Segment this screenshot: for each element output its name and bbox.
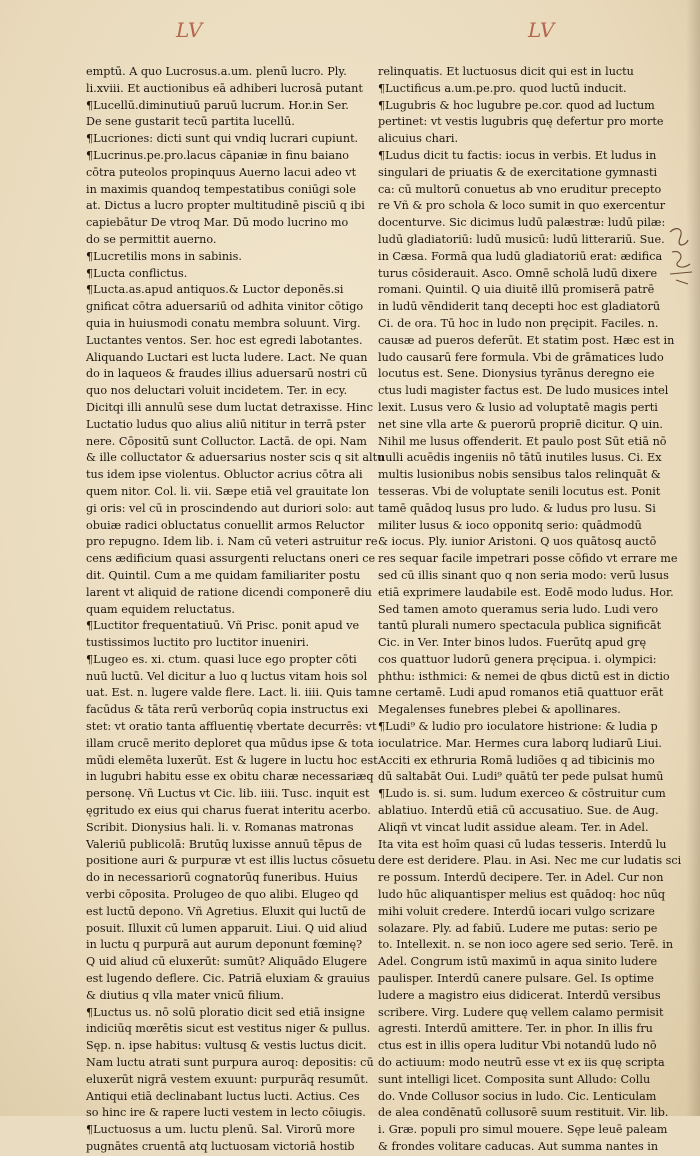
text-line: tantū plurali numero spectacula publica significāt: [378, 619, 662, 633]
text-line: turus cōsiderauit. Asco. Omnē scholā ludū dixere: [378, 266, 658, 280]
text-line: locutus est. Sene. Dionysius tyrānus deregno eie: [378, 367, 655, 381]
text-line: ¶Ludo is. si. sum. ludum exerceo & cōstruitur cum: [378, 787, 666, 801]
text-line: do in necessariorū cognatorūq funeribus. Huius: [86, 871, 358, 885]
text-line: dere est deridere. Plau. in Asi. Nec me cur ludatis sci: [378, 854, 682, 868]
text-line: paulisper. Interdū canere pulsare. Gel. Is optime: [378, 972, 654, 986]
text-line: Luctantes ventos. Ser. hoc est egredi labotantes.: [86, 333, 363, 347]
text-line: in Cæsa. Formā qua ludū gladiatoriū erat: ædifica: [378, 249, 663, 263]
text-line: ctus est in illis opera luditur Vbi notandū ludo nō: [378, 1039, 657, 1053]
text-line: cōtra puteolos propinquus Auerno lacui adeo vt: [86, 165, 357, 179]
text-line: re Vñ & pro schola & loco sumit in quo exercentur: [378, 199, 666, 213]
text-line: ¶Lucta.as.apud antiquos.& Luctor deponēs.si: [86, 283, 344, 297]
text-line: Sęp. n. ipse habitus: vultusq & vestis luctus dicit.: [86, 1039, 367, 1053]
text-line: Nihil me lusus offenderit. Et paulo post Sūt etiā nō: [378, 434, 667, 448]
text-line: Ita vita est hoīm quasi cū ludas tesseris. Interdū lu: [378, 837, 667, 851]
text-line: pro repugno. Idem lib. i. Nam cū veteri astruitur re: [86, 535, 378, 549]
page-edge-shadow: [686, 0, 700, 1116]
text-line: & ille colluctator & aduersarius noster scis q sit altu: [86, 451, 385, 465]
text-line: mūdi elemēta luxerūt. Est & lugere in luctu hoc est: [86, 753, 378, 767]
text-line: ¶Lucta conflictus.: [86, 266, 188, 280]
text-line: ludere a magistro eius didicerat. Interdū versibus: [378, 988, 661, 1002]
text-line: do. Vnde Collusor socius in ludo. Cic. Lenticulam: [378, 1089, 657, 1103]
text-line: tesseras. Vbi de voluptate senili locutus est. Ponit: [378, 484, 661, 498]
text-line: singulari de priuatis & de exercitatione gymnasti: [378, 165, 658, 179]
text-line: ca: cū multorū conuetus ab vno eruditur precepto: [378, 182, 662, 196]
text-line: ¶Lucriones: dicti sunt qui vndiq lucrari cupiunt.: [86, 132, 359, 146]
text-line: dit. Quintil. Cum a me quidam familiariter postu: [86, 568, 361, 582]
text-line: positione auri & purpuræ vt est illis luctus cōsuetu: [86, 854, 376, 868]
text-line: ¶Luctificus a.um.pe.pro. quod luctū inducit.: [378, 81, 627, 95]
text-line: nulli acuēdis ingeniis nō tātū inutiles lusus. Ci. Ex: [378, 451, 662, 465]
text-line: do se permittit auerno.: [86, 232, 217, 246]
text-line: est luctū depono. Vñ Agretius. Eluxit qui luctū de: [86, 904, 366, 918]
text-line: ludo causarū fere formula. Vbi de grāmatices ludo: [378, 350, 664, 364]
text-line: sed cū illis sinant quo q non seria modo: verū lusus: [378, 568, 669, 582]
text-line: gi oris: vel cū in proscindendo aut duriori solo: aut: [86, 501, 374, 515]
text-line: & frondes volitare caducas. Aut summa nantes in: [378, 1140, 659, 1153]
text-line: tustissimos luctito pro luctitor inueniri.: [86, 636, 310, 650]
text-line: ¶Luctus us. nō solū ploratio dicit sed etiā insigne: [86, 1005, 365, 1019]
text-line: ioculatrice. Mar. Hermes cura laborq ludiarū Liui.: [378, 736, 662, 750]
text-line: verbi cōposita. Prolugeo de quo alibi. Elugeo qd: [86, 888, 359, 902]
text-line: phthu: isthmici: & nemei de qbus dictū est in dictio: [378, 669, 670, 683]
text-line: Sed tamen amoto queramus seria ludo. Ludi vero: [378, 602, 659, 616]
text-line: quia in huiusmodi conatu membra soluunt. Virg.: [86, 316, 361, 330]
text-line: agresti. Interdū amittere. Ter. in phor. In illis fru: [378, 1022, 653, 1036]
text-line: Dicitqi illi annulū sese dum luctat detraxisse. Hinc: [86, 400, 373, 414]
text-line: mihi voluit credere. Interdū iocari vulgo scrizare: [378, 904, 655, 918]
text-line: est lugendo deflere. Cic. Patriā eluxiam & grauius: [86, 972, 370, 986]
text-line: Nam luctu atrati sunt purpura auroq: depositis: cū: [86, 1056, 374, 1070]
right-text-column: [378, 64, 682, 1156]
text-line: romani. Quintil. Q uia diuitē illū promiserā patrē: [378, 283, 655, 297]
text-line: quem nitor. Col. li. vii. Sæpe etiā vel grauitate lon: [86, 484, 370, 498]
text-line: solazare. Ply. ad fabiū. Ludere me putas: serio pe: [378, 921, 658, 935]
text-line: pugnātes cruentā atq luctuosam victoriā hostib: [86, 1140, 355, 1153]
text-line: net sine vlla arte & puerorū propriē dicitur. Q uin.: [378, 417, 663, 431]
text-line: ne certamē. Ludi apud romanos etiā quattuor erāt: [378, 686, 664, 700]
text-line: dū saltabāt Oui. Ludi⁹ quātū ter pede pulsat humū: [378, 770, 664, 784]
text-line: causæ ad pueros deferūt. Et statim post. Hæc est in: [378, 333, 675, 347]
text-line: ¶Lucellū.diminutiuū paruū lucrum. Hor.in Ser.: [86, 98, 349, 112]
text-line: Antiqui etiā declinabant luctus lucti. Actius. Ces: [86, 1089, 360, 1103]
text-line: Acciti ex ethruria Romā ludiões q ad tibicinis mo: [378, 753, 655, 767]
text-line: quam equidem reluctatus.: [86, 602, 235, 616]
text-line: in lugubri habitu esse ex obitu charæ necessariæq: [86, 770, 374, 784]
text-line: Luctatio ludus quo alius aliū nititur in terrā pster: [86, 417, 366, 431]
text-line: sunt intelligi licet. Composita sunt Alludo: Collu: [378, 1072, 651, 1086]
text-line: & diutius q vlla mater vnicū filium.: [86, 988, 284, 1002]
text-line: li.xviii. Et auctionibus eā adhiberi lucrosā putant: [86, 81, 363, 95]
text-line: Ci. de ora. Tū hoc in ludo non pręcipit. Faciles. n.: [378, 316, 659, 330]
text-line: ęgritudo ex eius qui charus fuerat interitu acerbo.: [86, 804, 371, 818]
text-line: larent vt aliquid de ratione dicendi componerē diu: [86, 585, 372, 599]
text-line: ¶Luctuosus a um. luctu plenū. Sal. Virorū more: [86, 1123, 356, 1137]
text-line: ablatiuo. Interdū etiā cū accusatiuo. Sue. de Aug.: [378, 804, 659, 818]
text-line: ctus ludi magister factus est. De ludo musices intel: [378, 384, 669, 398]
text-line: eluxerūt nigrā vestem exuunt: purpurāq resumūt.: [86, 1072, 369, 1086]
text-line: gnificat cōtra aduersariū od adhita vinitor cōtigo: [86, 300, 364, 314]
text-line: capiebātur De vtroq Mar. Dū modo lucrino mo: [86, 216, 349, 230]
text-line: cens ædificium quasi assurgenti reluctans oneri ce: [86, 552, 376, 566]
left-text-column: [86, 64, 385, 1156]
text-line: tamē quādoq lusus pro ludo. & ludus pro lusu. Si: [378, 501, 656, 515]
text-line: relinquatis. Et luctuosus dicit qui est in luctu: [378, 65, 634, 78]
text-line: in ludū vēndiderit tanq decepti hoc est gladiatorū: [378, 300, 661, 314]
text-line: ¶Lugubris & hoc lugubre pe.cor. quod ad luctum: [378, 98, 655, 112]
text-line: i. Græ. populi pro simul mouere. Sępe leuē paleam: [378, 1123, 668, 1137]
text-line: so hinc ire & rapere lucti vestem in lecto cōiugis.: [86, 1106, 366, 1120]
text-line: Adel. Congrum istū maximū in aqua sinito ludere: [378, 955, 658, 969]
text-line: Q uid aliud cū eluxerūt: sumūt? Aliquādo Elugere: [86, 955, 367, 969]
text-line: at. Dictus a lucro propter multitudinē pisciū q ibi: [86, 199, 365, 213]
text-line: Megalenses funebres plebei & apollinares.: [378, 703, 621, 717]
text-line: ludū gladiatoriū: ludū musicū: ludū litterariū. Sue.: [378, 232, 665, 246]
text-line: nere. Cōpositū sunt Colluctor. Lactā. de opi. Nam: [86, 434, 367, 448]
text-line: tus idem ipse violentus. Obluctor acrius cōtra ali: [86, 468, 363, 482]
text-line: docenturve. Sic dicimus ludū palæstræ: ludū pilæ:: [378, 216, 666, 230]
folio-number-left: LV: [176, 18, 204, 42]
text-line: ¶Ludus dicit tu factis: iocus in verbis. Et ludus in: [378, 148, 657, 162]
text-line: nuū luctū. Vel dicitur a luo q luctus vitam hois sol: [86, 669, 368, 683]
text-line: do actiuum: modo neutrū esse vt ex iis quę scripta: [378, 1056, 665, 1070]
text-line: personę. Vñ Luctus vt Cic. lib. iiii. Tusc. inquit est: [86, 787, 370, 801]
text-line: do in laqueos & fraudes illius aduersarū nostri cū: [86, 367, 368, 381]
text-line: Aliqñ vt vincat ludit assidue aleam. Ter. in Adel.: [378, 820, 649, 834]
text-line: in maximis quandoq tempestatibus coniūgi sole: [86, 182, 356, 196]
text-line: emptū. A quo Lucrosus.a.um. plenū lucro. Ply.: [86, 65, 347, 78]
text-line: Aliquando Luctari est lucta ludere. Lact. Ne quan: [86, 350, 368, 364]
text-line: quo nos deluctari voluit incidetem. Ter. in ecy.: [86, 384, 348, 398]
text-line: militer lusus & ioco opponitq serio: quādmodū: [378, 518, 642, 532]
text-line: indiciūq mœrētis sicut est vestitus niger & pullus.: [86, 1022, 371, 1036]
text-line: de alea condēnatū collusorē suum restituit. Vir. lib.: [378, 1106, 669, 1120]
text-line: Cic. in Ver. Inter binos ludos. Fuerūtq apud grę: [378, 636, 647, 650]
text-line: & iocus. Ply. iunior Aristoni. Q uos quātosq auctō: [378, 535, 657, 549]
text-line: to. Intellexit. n. se non ioco agere sed serio. Terē. in: [378, 938, 674, 952]
text-line: uat. Est. n. lugere valde flere. Lact. li. iiii. Quis tam: [86, 686, 378, 700]
text-line: in luctu q purpurā aut aurum deponunt fœminę?: [86, 938, 363, 952]
text-line: scribere. Virg. Ludere quę vellem calamo permisit: [378, 1005, 664, 1019]
folio-number-right: LV: [528, 18, 556, 42]
text-line: posuit. Illuxit cū lumen apparuit. Liui. Q uid aliud: [86, 921, 368, 935]
text-line: ¶Lucrinus.pe.pro.lacus cāpaniæ in finu baiano: [86, 148, 350, 162]
text-line: cos quattuor ludorū genera pręcipua. i. olympici:: [378, 652, 657, 666]
text-line: multis lusionibus nobis sensibus talos relinquāt &: [378, 468, 661, 482]
text-line: ¶Ludi⁹ & ludio pro ioculatore histrione: & ludia p: [378, 720, 658, 734]
text-line: Valeriū publicolā: Brutūq luxisse annuū tēpus de: [86, 837, 362, 851]
text-line: obuiæ radici obluctatus conuellit armos Reluctor: [86, 518, 365, 532]
text-line: alicuius chari.: [378, 132, 459, 146]
text-line: ludo hūc aliquantisper melius est quādoq: hoc nūq: [378, 888, 666, 902]
text-line: illam crucē merito deploret qua mūdus ipse & tota: [86, 736, 374, 750]
text-line: re possum. Interdū decipere. Ter. in Adel. Cur non: [378, 871, 664, 885]
text-line: ¶Lucretilis mons in sabinis.: [86, 249, 242, 263]
text-line: stet: vt oratio tanta affluentię vbertate decurrēs: vt: [86, 720, 377, 734]
text-line: ¶Lugeo es. xi. ctum. quasi luce ego propter cōti: [86, 652, 357, 666]
text-line: facūdus & tāta rerū verborūq copia instructus exi: [86, 703, 369, 717]
text-line: pertinet: vt vestis lugubris quę defertur pro morte: [378, 115, 664, 129]
text-line: res sequar facile impetrari posse cōfido vt errare me: [378, 552, 678, 566]
text-line: ¶Luctitor frequentatiuū. Vñ Prisc. ponit apud ve: [86, 619, 360, 633]
text-line: lexit. Lusus vero & lusio ad voluptatē magis perti: [378, 400, 658, 414]
text-line: De sene gustarit tecū partita lucellū.: [86, 115, 295, 129]
text-line: etiā exprimere laudabile est. Eodē modo ludus. Hor.: [378, 585, 674, 599]
text-line: Scribit. Dionysius hali. li. v. Romanas matronas: [86, 820, 354, 834]
